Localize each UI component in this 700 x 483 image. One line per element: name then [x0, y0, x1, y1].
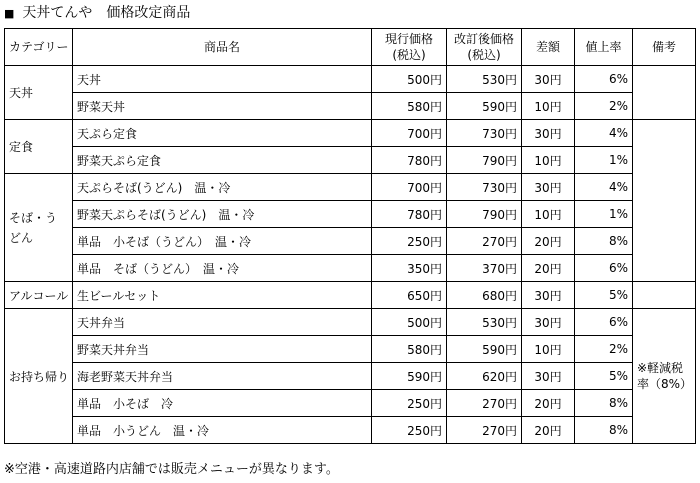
title-text: 天丼てんや 価格改定商品 [22, 5, 191, 21]
increase-rate: 2% [575, 93, 633, 120]
header-row [5, 29, 696, 66]
new-price: 790円 [447, 147, 522, 174]
increase-rate: 1% [575, 201, 633, 228]
increase-rate: 8% [575, 417, 633, 444]
difference: 30円 [522, 363, 575, 390]
table-row [5, 201, 696, 228]
item-name: 生ビールセット [73, 282, 372, 309]
item-name: 野菜天丼弁当 [73, 336, 372, 363]
item-name: 海老野菜天丼弁当 [73, 363, 372, 390]
current-price: 700円 [372, 174, 447, 201]
item-name: 天丼弁当 [73, 309, 372, 336]
new-price: 270円 [447, 390, 522, 417]
increase-rate: 6% [575, 66, 633, 93]
remarks-cell [633, 66, 696, 120]
current-price: 250円 [372, 390, 447, 417]
table-row [5, 390, 696, 417]
header-name: 商品名 [73, 29, 372, 66]
table-row [5, 255, 696, 282]
table-row [5, 66, 696, 93]
header-current-price-line1: 現行価格 [384, 32, 433, 46]
header-new-price [447, 29, 522, 66]
current-price: 780円 [372, 147, 447, 174]
table-row [5, 120, 696, 147]
difference: 20円 [522, 417, 575, 444]
footer-note: ※空港・高速道路内店舗では販売メニューが異なります。 [4, 462, 339, 477]
new-price: 530円 [447, 309, 522, 336]
item-name: 野菜天丼 [73, 93, 372, 120]
difference: 10円 [522, 201, 575, 228]
remarks-cell [633, 282, 696, 309]
header-category: カテゴリー [5, 29, 73, 66]
item-name: 野菜天ぷらそば(うどん) 温・冷 [73, 201, 372, 228]
difference: 30円 [522, 120, 575, 147]
current-price: 250円 [372, 417, 447, 444]
current-price: 650円 [372, 282, 447, 309]
current-price: 500円 [372, 66, 447, 93]
increase-rate: 6% [575, 255, 633, 282]
current-price: 250円 [372, 228, 447, 255]
header-increase-rate: 値上率 [575, 29, 633, 66]
difference: 30円 [522, 282, 575, 309]
increase-rate: 5% [575, 282, 633, 309]
table-row [5, 228, 696, 255]
table-row [5, 336, 696, 363]
current-price: 500円 [372, 309, 447, 336]
header-current-price [372, 29, 447, 66]
category-takeout: お持ち帰り [5, 309, 73, 444]
item-name: 天丼 [73, 66, 372, 93]
table-row [5, 93, 696, 120]
difference: 30円 [522, 174, 575, 201]
table-row [5, 147, 696, 174]
table-row [5, 282, 696, 309]
increase-rate: 2% [575, 336, 633, 363]
difference: 10円 [522, 147, 575, 174]
item-name: 単品 そば（うどん） 温・冷 [73, 255, 372, 282]
item-name: 単品 小うどん 温・冷 [73, 417, 372, 444]
new-price: 590円 [447, 93, 522, 120]
category-soba-udon: そば・うどん [5, 174, 73, 282]
header-difference: 差額 [522, 29, 575, 66]
item-name: 単品 小そば 冷 [73, 390, 372, 417]
header-current-price-line2: (税込) [392, 48, 426, 62]
new-price: 620円 [447, 363, 522, 390]
table-row [5, 417, 696, 444]
new-price: 790円 [447, 201, 522, 228]
difference: 10円 [522, 336, 575, 363]
new-price: 530円 [447, 66, 522, 93]
difference: 30円 [522, 66, 575, 93]
increase-rate: 8% [575, 228, 633, 255]
difference: 20円 [522, 228, 575, 255]
category-teishoku: 定食 [5, 120, 73, 174]
new-price: 730円 [447, 174, 522, 201]
table-row [5, 174, 696, 201]
category-alcohol: アルコール [5, 282, 73, 309]
square-bullet-icon: ■ [4, 7, 15, 20]
new-price: 680円 [447, 282, 522, 309]
header-remarks: 備考 [633, 29, 696, 66]
item-name: 天ぷら定食 [73, 120, 372, 147]
new-price: 370円 [447, 255, 522, 282]
price-revision-table [4, 28, 696, 444]
category-tendon: 天丼 [5, 66, 73, 120]
remarks-reduced-tax: ※軽減税率（8%） [633, 309, 696, 444]
increase-rate: 4% [575, 174, 633, 201]
current-price: 350円 [372, 255, 447, 282]
new-price: 270円 [447, 228, 522, 255]
increase-rate: 4% [575, 120, 633, 147]
increase-rate: 8% [575, 390, 633, 417]
table-row [5, 309, 696, 336]
header-new-price-line1: 改訂後価格 [453, 32, 514, 46]
item-name: 単品 小そば（うどん） 温・冷 [73, 228, 372, 255]
item-name: 野菜天ぷら定食 [73, 147, 372, 174]
current-price: 580円 [372, 336, 447, 363]
current-price: 780円 [372, 201, 447, 228]
increase-rate: 5% [575, 363, 633, 390]
current-price: 580円 [372, 93, 447, 120]
increase-rate: 1% [575, 147, 633, 174]
new-price: 590円 [447, 336, 522, 363]
current-price: 700円 [372, 120, 447, 147]
new-price: 270円 [447, 417, 522, 444]
difference: 20円 [522, 255, 575, 282]
header-new-price-line2: (税込) [467, 48, 501, 62]
difference: 20円 [522, 390, 575, 417]
page-title [4, 2, 190, 24]
table-row [5, 363, 696, 390]
difference: 10円 [522, 93, 575, 120]
increase-rate: 6% [575, 309, 633, 336]
current-price: 590円 [372, 363, 447, 390]
new-price: 730円 [447, 120, 522, 147]
difference: 30円 [522, 309, 575, 336]
item-name: 天ぷらそば(うどん) 温・冷 [73, 174, 372, 201]
remarks-cell [633, 120, 696, 282]
